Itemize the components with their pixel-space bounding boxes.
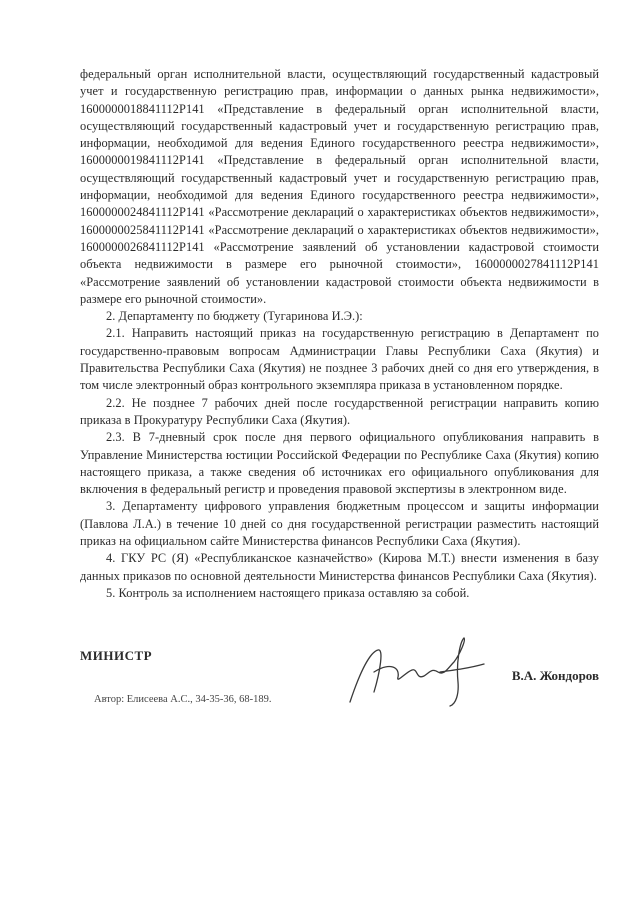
signature-block [80, 642, 599, 732]
paragraph-item-3: 3. Департаменту цифрового управления бюджетным процессом и защиты информации (Павлова Л.А.) в течение 10 дней со дня государственной регистрации разместить настоящий приказ на официальном сайте Министерства финансов Республики Саха (Якутия). [80, 499, 599, 549]
paragraph-item-2: 2. Департаменту по бюджету (Тугаринова И.Э.): [106, 309, 363, 324]
paragraph-item-5: 5. Контроль за исполнением настоящего приказа оставляю за собой. [106, 585, 470, 600]
paragraph-continuation: федеральный орган исполнительной власти, осуществляющий государственный кадастровый учет и государственную регистрацию прав, информации о данных рынка недвижимости», 1600000018841112Р141 «Представление в федеральный орган исполнительной власти, осуществляющий государственный кадастровый учет и государственную регистрацию прав, информации, необходимой для ведения Единого государственного реестра недвижимости», 1600000019841112Р141 «Представление в федеральный орган исполнительной власти, осуществляющий государственный кадастровый учет и государственную регистрацию прав, информации, необходимой для ведения Единого государственного реестра недвижимости», 1600000024841112Р141 «Рассмотрение деклараций о характеристиках объектов недвижимости», 1600000025841112Р141 «Рассмотрение деклараций о характеристиках объектов недвижимости», 1600000026841112Р141 «Рассмотрение заявлений об установлении кадастровой стоимости объекта недвижимости в размере его рыночной стоимости», 1600000027841112Р141 «Рассмотрение заявлений об установлении кадастровой стоимости объекта недвижимости в размере его рыночной стоимости». [80, 67, 599, 306]
handwritten-signature [340, 632, 490, 712]
document-body [80, 66, 599, 602]
paragraph-item-2-3: 2.3. В 7-дневный срок после дня первого официального опубликования направить в Управление Министерства юстиции Российской Федерации по Республике Саха (Якутия) копию настоящего приказа, а также сведения об источниках его официального опубликования для включения в федеральный регистр и проведения правовой экспертизы в электронном виде. [80, 430, 599, 497]
signer-role: МИНИСТР [80, 648, 153, 664]
paragraph-item-2-2: 2.2. Не позднее 7 рабочих дней после государственной регистрации направить копию приказа в Прокуратуру Республики Саха (Якутия). [80, 395, 599, 427]
paragraph-item-4: 4. ГКУ РС (Я) «Республиканское казначейство» (Кирова М.Т.) внести изменения в базу данных приказов по основной деятельности Министерства финансов Республики Саха (Якутия). [80, 551, 599, 583]
signer-name: В.А. Жондоров [511, 668, 599, 684]
author-contact: Автор: Елисеева А.С., 34-35-36, 68-189. [94, 694, 272, 706]
paragraph-item-2-1: 2.1. Направить настоящий приказ на государственную регистрацию в Департамент по государственно-правовым вопросам Администрации Главы Республики Саха (Якутия) и Правительства Республики Саха (Якутия) не позднее 3 рабочих дней со дня его утверждения, в том числе электронный образ контрольного экземпляра приказа в установленном порядке. [80, 326, 599, 393]
